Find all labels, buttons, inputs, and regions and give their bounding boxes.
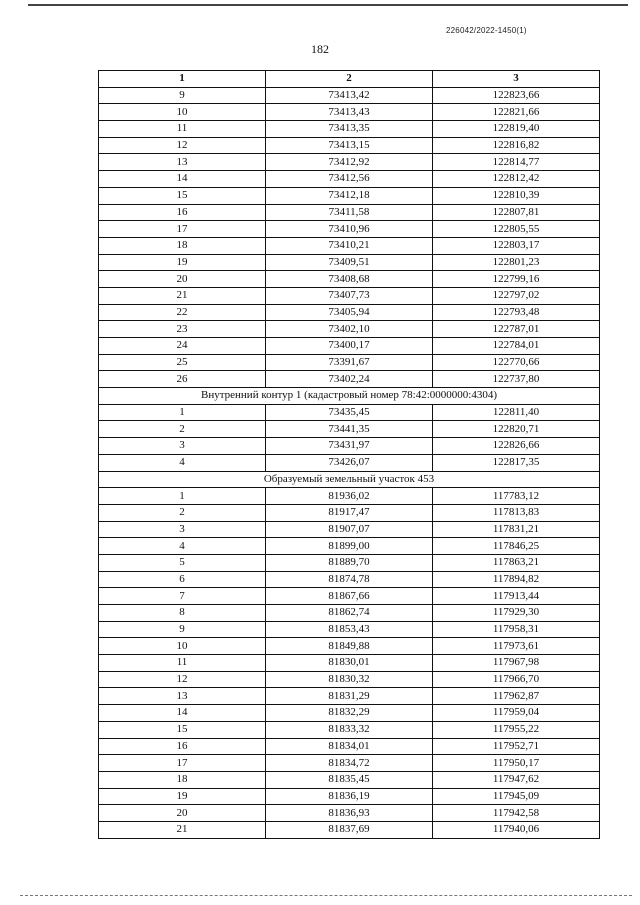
point-number: 17 bbox=[99, 221, 266, 238]
x-coordinate: 73413,15 bbox=[266, 137, 433, 154]
y-coordinate: 117952,71 bbox=[433, 738, 600, 755]
x-coordinate: 73402,24 bbox=[266, 371, 433, 388]
x-coordinate: 81867,66 bbox=[266, 588, 433, 605]
x-coordinate: 73435,45 bbox=[266, 404, 433, 421]
table-row bbox=[99, 788, 600, 805]
x-coordinate: 73413,43 bbox=[266, 104, 433, 121]
x-coordinate: 73402,10 bbox=[266, 321, 433, 338]
x-coordinate: 81836,19 bbox=[266, 788, 433, 805]
point-number: 15 bbox=[99, 187, 266, 204]
y-coordinate: 117947,62 bbox=[433, 771, 600, 788]
top-rule bbox=[28, 4, 628, 6]
x-coordinate: 73412,92 bbox=[266, 154, 433, 171]
x-coordinate: 81835,45 bbox=[266, 771, 433, 788]
table-row bbox=[99, 137, 600, 154]
x-coordinate: 73405,94 bbox=[266, 304, 433, 321]
point-number: 16 bbox=[99, 738, 266, 755]
y-coordinate: 122801,23 bbox=[433, 254, 600, 271]
column-header: 1 bbox=[99, 71, 266, 88]
x-coordinate: 81849,88 bbox=[266, 638, 433, 655]
point-number: 4 bbox=[99, 454, 266, 471]
table-row bbox=[99, 504, 600, 521]
point-number: 14 bbox=[99, 705, 266, 722]
column-header: 2 bbox=[266, 71, 433, 88]
table-row bbox=[99, 338, 600, 355]
x-coordinate: 81830,32 bbox=[266, 671, 433, 688]
x-coordinate: 81907,07 bbox=[266, 521, 433, 538]
point-number: 2 bbox=[99, 504, 266, 521]
y-coordinate: 117913,44 bbox=[433, 588, 600, 605]
point-number: 20 bbox=[99, 271, 266, 288]
point-number: 19 bbox=[99, 254, 266, 271]
x-coordinate: 73408,68 bbox=[266, 271, 433, 288]
table-row bbox=[99, 554, 600, 571]
y-coordinate: 117942,58 bbox=[433, 805, 600, 822]
y-coordinate: 122803,17 bbox=[433, 237, 600, 254]
point-number: 16 bbox=[99, 204, 266, 221]
section-header-row bbox=[99, 471, 600, 488]
x-coordinate: 81831,29 bbox=[266, 688, 433, 705]
bottom-rule bbox=[20, 895, 632, 897]
x-coordinate: 81836,93 bbox=[266, 805, 433, 822]
y-coordinate: 117967,98 bbox=[433, 655, 600, 672]
y-coordinate: 122793,48 bbox=[433, 304, 600, 321]
x-coordinate: 81834,72 bbox=[266, 755, 433, 772]
point-number: 10 bbox=[99, 104, 266, 121]
x-coordinate: 73441,35 bbox=[266, 421, 433, 438]
x-coordinate: 81899,00 bbox=[266, 538, 433, 555]
y-coordinate: 117959,04 bbox=[433, 705, 600, 722]
y-coordinate: 117783,12 bbox=[433, 488, 600, 505]
x-coordinate: 81874,78 bbox=[266, 571, 433, 588]
y-coordinate: 117929,30 bbox=[433, 605, 600, 622]
x-coordinate: 73391,67 bbox=[266, 354, 433, 371]
table-row bbox=[99, 655, 600, 672]
point-number: 8 bbox=[99, 605, 266, 622]
table-row bbox=[99, 738, 600, 755]
table-row bbox=[99, 321, 600, 338]
document-id: 226042/2022-1450(1) bbox=[446, 26, 527, 35]
table-row bbox=[99, 488, 600, 505]
point-number: 1 bbox=[99, 488, 266, 505]
y-coordinate: 122807,81 bbox=[433, 204, 600, 221]
section-header-row bbox=[99, 388, 600, 405]
point-number: 1 bbox=[99, 404, 266, 421]
y-coordinate: 122823,66 bbox=[433, 87, 600, 104]
point-number: 19 bbox=[99, 788, 266, 805]
y-coordinate: 122821,66 bbox=[433, 104, 600, 121]
table-row bbox=[99, 821, 600, 838]
table-row bbox=[99, 354, 600, 371]
point-number: 2 bbox=[99, 421, 266, 438]
table-row bbox=[99, 187, 600, 204]
y-coordinate: 117940,06 bbox=[433, 821, 600, 838]
table-row bbox=[99, 287, 600, 304]
point-number: 23 bbox=[99, 321, 266, 338]
point-number: 15 bbox=[99, 721, 266, 738]
x-coordinate: 81832,29 bbox=[266, 705, 433, 722]
table-row bbox=[99, 121, 600, 138]
y-coordinate: 122811,40 bbox=[433, 404, 600, 421]
table-row bbox=[99, 705, 600, 722]
x-coordinate: 81917,47 bbox=[266, 504, 433, 521]
point-number: 22 bbox=[99, 304, 266, 321]
table-body bbox=[99, 87, 600, 838]
y-coordinate: 122799,16 bbox=[433, 271, 600, 288]
y-coordinate: 122816,82 bbox=[433, 137, 600, 154]
x-coordinate: 73410,21 bbox=[266, 237, 433, 254]
table-row bbox=[99, 771, 600, 788]
y-coordinate: 117958,31 bbox=[433, 621, 600, 638]
point-number: 17 bbox=[99, 755, 266, 772]
y-coordinate: 117813,83 bbox=[433, 504, 600, 521]
y-coordinate: 117831,21 bbox=[433, 521, 600, 538]
x-coordinate: 81862,74 bbox=[266, 605, 433, 622]
x-coordinate: 81834,01 bbox=[266, 738, 433, 755]
point-number: 6 bbox=[99, 571, 266, 588]
table-row bbox=[99, 304, 600, 321]
point-number: 12 bbox=[99, 671, 266, 688]
point-number: 13 bbox=[99, 154, 266, 171]
point-number: 9 bbox=[99, 621, 266, 638]
table-row bbox=[99, 371, 600, 388]
point-number: 14 bbox=[99, 171, 266, 188]
y-coordinate: 122814,77 bbox=[433, 154, 600, 171]
y-coordinate: 122819,40 bbox=[433, 121, 600, 138]
x-coordinate: 73412,56 bbox=[266, 171, 433, 188]
y-coordinate: 117962,87 bbox=[433, 688, 600, 705]
point-number: 9 bbox=[99, 87, 266, 104]
table-row bbox=[99, 588, 600, 605]
y-coordinate: 117894,82 bbox=[433, 571, 600, 588]
x-coordinate: 73413,35 bbox=[266, 121, 433, 138]
point-number: 4 bbox=[99, 538, 266, 555]
table-row bbox=[99, 271, 600, 288]
table-row bbox=[99, 404, 600, 421]
x-coordinate: 73409,51 bbox=[266, 254, 433, 271]
x-coordinate: 81837,69 bbox=[266, 821, 433, 838]
table-header-row bbox=[99, 71, 600, 88]
y-coordinate: 122770,66 bbox=[433, 354, 600, 371]
y-coordinate: 122787,01 bbox=[433, 321, 600, 338]
table-row bbox=[99, 438, 600, 455]
x-coordinate: 81833,32 bbox=[266, 721, 433, 738]
y-coordinate: 122805,55 bbox=[433, 221, 600, 238]
point-number: 20 bbox=[99, 805, 266, 822]
table-row bbox=[99, 521, 600, 538]
point-number: 3 bbox=[99, 438, 266, 455]
x-coordinate: 73407,73 bbox=[266, 287, 433, 304]
point-number: 12 bbox=[99, 137, 266, 154]
section-title: Образуемый земельный участок 453 bbox=[99, 471, 600, 488]
y-coordinate: 122784,01 bbox=[433, 338, 600, 355]
table-row bbox=[99, 421, 600, 438]
y-coordinate: 122797,02 bbox=[433, 287, 600, 304]
table-row bbox=[99, 805, 600, 822]
y-coordinate: 117950,17 bbox=[433, 755, 600, 772]
table-row bbox=[99, 571, 600, 588]
y-coordinate: 117955,22 bbox=[433, 721, 600, 738]
table-row bbox=[99, 621, 600, 638]
table-row bbox=[99, 171, 600, 188]
table-row bbox=[99, 237, 600, 254]
point-number: 18 bbox=[99, 771, 266, 788]
coordinates-table bbox=[98, 70, 600, 839]
point-number: 7 bbox=[99, 588, 266, 605]
table-row bbox=[99, 688, 600, 705]
x-coordinate: 73412,18 bbox=[266, 187, 433, 204]
x-coordinate: 73431,97 bbox=[266, 438, 433, 455]
y-coordinate: 122737,80 bbox=[433, 371, 600, 388]
table-row bbox=[99, 721, 600, 738]
table-row bbox=[99, 454, 600, 471]
point-number: 21 bbox=[99, 821, 266, 838]
y-coordinate: 122826,66 bbox=[433, 438, 600, 455]
column-header: 3 bbox=[433, 71, 600, 88]
x-coordinate: 81889,70 bbox=[266, 554, 433, 571]
table-row bbox=[99, 204, 600, 221]
x-coordinate: 81936,02 bbox=[266, 488, 433, 505]
x-coordinate: 73413,42 bbox=[266, 87, 433, 104]
table-row bbox=[99, 221, 600, 238]
point-number: 11 bbox=[99, 655, 266, 672]
point-number: 11 bbox=[99, 121, 266, 138]
y-coordinate: 117973,61 bbox=[433, 638, 600, 655]
x-coordinate: 73411,58 bbox=[266, 204, 433, 221]
y-coordinate: 117966,70 bbox=[433, 671, 600, 688]
x-coordinate: 81830,01 bbox=[266, 655, 433, 672]
y-coordinate: 122820,71 bbox=[433, 421, 600, 438]
table-row bbox=[99, 87, 600, 104]
point-number: 13 bbox=[99, 688, 266, 705]
table-row bbox=[99, 755, 600, 772]
page-number: 182 bbox=[311, 42, 329, 56]
table-row bbox=[99, 538, 600, 555]
point-number: 25 bbox=[99, 354, 266, 371]
y-coordinate: 117846,25 bbox=[433, 538, 600, 555]
y-coordinate: 117863,21 bbox=[433, 554, 600, 571]
table-row bbox=[99, 605, 600, 622]
table-row bbox=[99, 671, 600, 688]
point-number: 18 bbox=[99, 237, 266, 254]
point-number: 24 bbox=[99, 338, 266, 355]
point-number: 5 bbox=[99, 554, 266, 571]
point-number: 10 bbox=[99, 638, 266, 655]
x-coordinate: 73426,07 bbox=[266, 454, 433, 471]
y-coordinate: 122817,35 bbox=[433, 454, 600, 471]
x-coordinate: 73400,17 bbox=[266, 338, 433, 355]
x-coordinate: 73410,96 bbox=[266, 221, 433, 238]
table-row bbox=[99, 638, 600, 655]
y-coordinate: 122812,42 bbox=[433, 171, 600, 188]
table-row bbox=[99, 154, 600, 171]
section-title: Внутренний контур 1 (кадастровый номер 78:42:0000000:4304) bbox=[99, 388, 600, 405]
point-number: 3 bbox=[99, 521, 266, 538]
table-row bbox=[99, 254, 600, 271]
x-coordinate: 81853,43 bbox=[266, 621, 433, 638]
y-coordinate: 117945,09 bbox=[433, 788, 600, 805]
y-coordinate: 122810,39 bbox=[433, 187, 600, 204]
table-row bbox=[99, 104, 600, 121]
point-number: 21 bbox=[99, 287, 266, 304]
point-number: 26 bbox=[99, 371, 266, 388]
